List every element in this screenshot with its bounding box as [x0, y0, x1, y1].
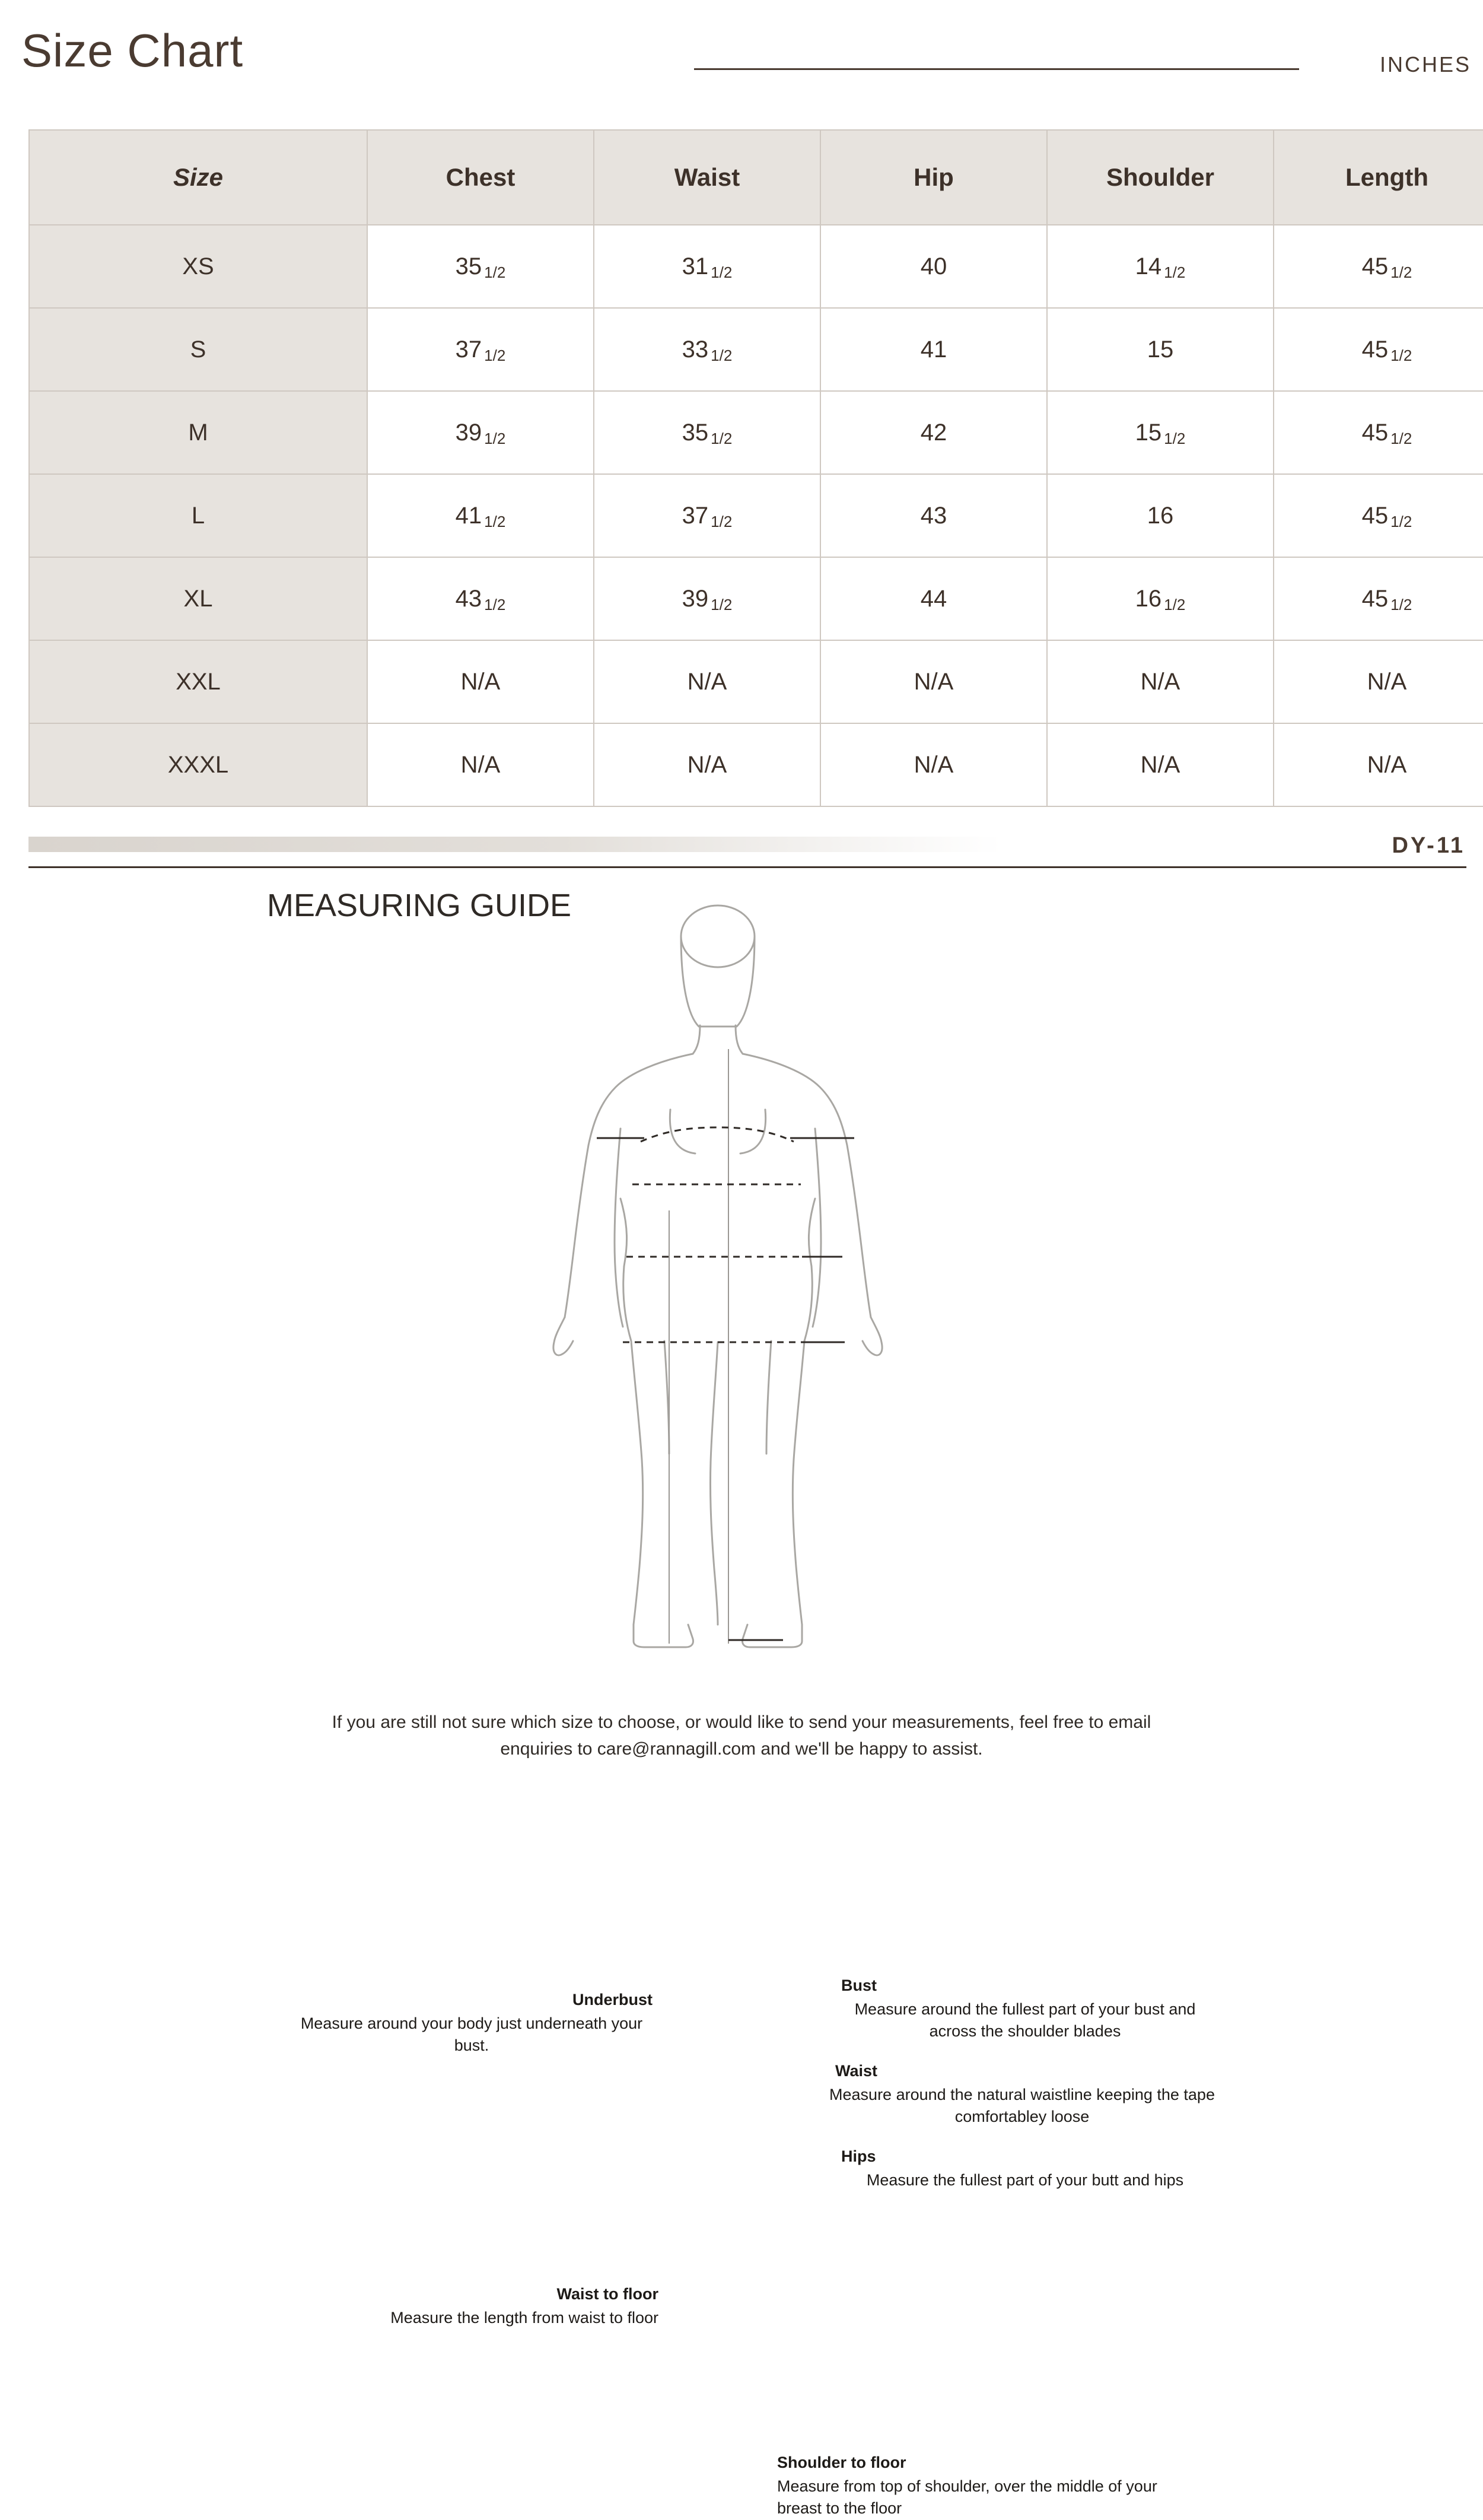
- column-header-length: Length: [1274, 130, 1483, 225]
- gradient-bar: [28, 837, 1001, 852]
- footer-note: [0, 1709, 1483, 1762]
- label-shoulder-to-floor-title: Shoulder to floor: [777, 2454, 906, 2471]
- cell-shoulder: N/A: [1047, 640, 1274, 723]
- cell-waist: 39 1/2: [594, 557, 820, 640]
- table-row: [29, 474, 1483, 557]
- column-header-waist: Waist: [594, 130, 820, 225]
- cell-length: 45 1/2: [1274, 557, 1483, 640]
- cell-waist: 35 1/2: [594, 391, 820, 474]
- table-row: [29, 308, 1483, 391]
- cell-chest: 35 1/2: [367, 225, 594, 308]
- table-row: [29, 723, 1483, 806]
- label-waist-to-floor-title: Waist to floor: [556, 2285, 658, 2303]
- label-hips-text-wrap: [829, 2169, 1221, 2191]
- column-header-chest: Chest: [367, 130, 594, 225]
- size-table: [28, 129, 1483, 807]
- cell-size: XXL: [29, 640, 367, 723]
- cell-chest: N/A: [367, 640, 594, 723]
- cell-shoulder: 16 1/2: [1047, 557, 1274, 640]
- label-bust: [841, 1975, 1209, 1997]
- label-hips-text: Measure the fullest part of your butt and hips: [866, 2171, 1184, 2189]
- footer-note-line2: enquiries to care@rannagill.com and we'll be happy to assist.: [500, 1739, 983, 1759]
- cell-hip: N/A: [820, 723, 1047, 806]
- label-waist-to-floor-text: Measure the length from waist to floor: [390, 2309, 658, 2327]
- cell-waist: N/A: [594, 640, 820, 723]
- label-waist-to-floor: [332, 2283, 658, 2305]
- column-header-shoulder: Shoulder: [1047, 130, 1274, 225]
- cell-length: 45 1/2: [1274, 391, 1483, 474]
- unit-label: INCHES: [1379, 52, 1471, 77]
- cell-waist: 37 1/2: [594, 474, 820, 557]
- section-divider: [28, 866, 1466, 868]
- cell-hip: 43: [820, 474, 1047, 557]
- cell-shoulder: 15: [1047, 308, 1274, 391]
- cell-size: M: [29, 391, 367, 474]
- cell-size: XS: [29, 225, 367, 308]
- label-underbust-text-wrap: [291, 2013, 653, 2057]
- table-header-row: [29, 130, 1483, 225]
- table-row: [29, 391, 1483, 474]
- table-row: [29, 557, 1483, 640]
- cell-size: S: [29, 308, 367, 391]
- cell-chest: 37 1/2: [367, 308, 594, 391]
- table-footer-bar: [28, 833, 1466, 860]
- cell-chest: 39 1/2: [367, 391, 594, 474]
- label-shoulder-to-floor-text-wrap: [777, 2475, 1186, 2520]
- cell-shoulder: 16: [1047, 474, 1274, 557]
- cell-length: N/A: [1274, 640, 1483, 723]
- cell-length: 45 1/2: [1274, 474, 1483, 557]
- cell-hip: 41: [820, 308, 1047, 391]
- table-body: [29, 225, 1483, 806]
- label-waist-text: Measure around the natural waistline keeping the tape comfortabley loose: [829, 2086, 1215, 2126]
- label-shoulder-to-floor-text: Measure from top of shoulder, over the middle of your breast to the floor: [777, 2477, 1157, 2518]
- cell-length: 45 1/2: [1274, 225, 1483, 308]
- table-row: [29, 225, 1483, 308]
- column-header-hip: Hip: [820, 130, 1047, 225]
- header-rule: [694, 68, 1299, 70]
- label-bust-text-wrap: [841, 1998, 1209, 2043]
- cell-length: N/A: [1274, 723, 1483, 806]
- cell-waist: N/A: [594, 723, 820, 806]
- cell-size: XXXL: [29, 723, 367, 806]
- measuring-guide-title: MEASURING GUIDE: [267, 888, 572, 923]
- label-hips-title: Hips: [841, 2147, 876, 2165]
- cell-waist: 31 1/2: [594, 225, 820, 308]
- cell-chest: 43 1/2: [367, 557, 594, 640]
- label-underbust-title: Underbust: [572, 1991, 653, 2009]
- label-waist-text-wrap: [829, 2084, 1215, 2128]
- label-bust-title: Bust: [841, 1976, 877, 1994]
- label-waist-title: Waist: [835, 2062, 878, 2080]
- label-shoulder-to-floor: [777, 2452, 1192, 2474]
- label-underbust-text: Measure around your body just underneath your bust.: [300, 2014, 643, 2055]
- cell-size: L: [29, 474, 367, 557]
- cell-hip: 40: [820, 225, 1047, 308]
- cell-hip: N/A: [820, 640, 1047, 723]
- body-diagram-svg: [0, 902, 1483, 1650]
- cell-chest: 41 1/2: [367, 474, 594, 557]
- page-header: [0, 0, 1483, 107]
- head-top-shape: [681, 905, 755, 967]
- label-waist: [835, 2060, 1215, 2082]
- size-table-container: [28, 129, 1466, 807]
- style-code: DY-11: [1392, 833, 1465, 858]
- table-row: [29, 640, 1483, 723]
- label-hips: [841, 2146, 1221, 2168]
- footer-note-line1: If you are still not sure which size to choose, or would like to send your measurements, feel free to email: [332, 1712, 1151, 1732]
- cell-hip: 44: [820, 557, 1047, 640]
- label-underbust: [291, 1989, 653, 2011]
- cell-shoulder: 15 1/2: [1047, 391, 1274, 474]
- cell-chest: N/A: [367, 723, 594, 806]
- bust-dashed-line: [641, 1127, 794, 1142]
- page-title: Size Chart: [21, 24, 244, 77]
- cell-length: 45 1/2: [1274, 308, 1483, 391]
- column-header-size: Size: [29, 130, 367, 225]
- label-waist-to-floor-text-wrap: [308, 2307, 658, 2329]
- cell-hip: 42: [820, 391, 1047, 474]
- cell-shoulder: 14 1/2: [1047, 225, 1274, 308]
- cell-shoulder: N/A: [1047, 723, 1274, 806]
- cell-waist: 33 1/2: [594, 308, 820, 391]
- cell-size: XL: [29, 557, 367, 640]
- label-bust-text: Measure around the fullest part of your bust and across the shoulder blades: [854, 2000, 1196, 2041]
